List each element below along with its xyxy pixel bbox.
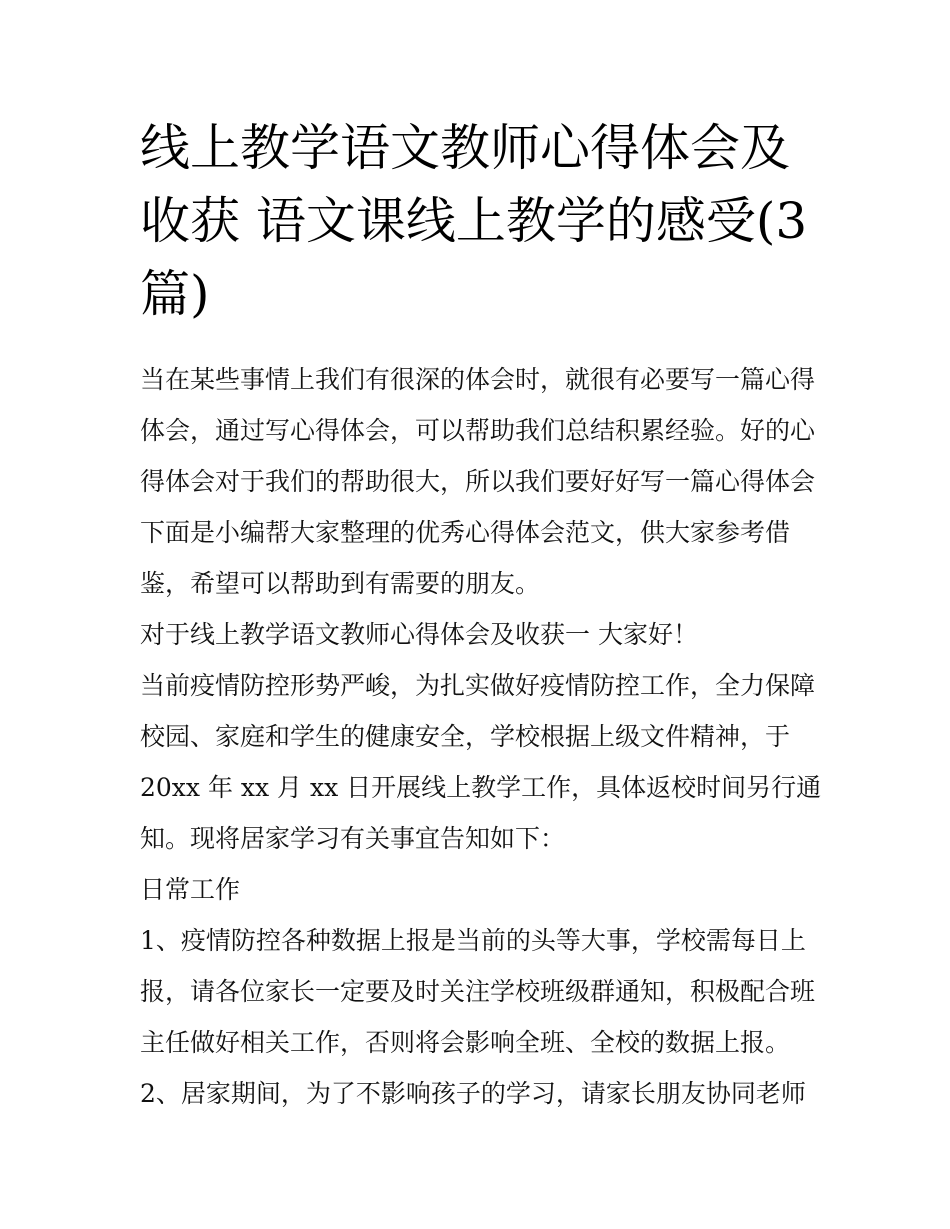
body-line: 知。现将居家学习有关事宜告知如下： bbox=[140, 824, 566, 853]
document-title bbox=[140, 112, 820, 331]
body-line: 下面是小编帮大家整理的优秀心得体会范文，供大家参考借 bbox=[140, 518, 791, 547]
list-item-line: 报，请各位家长一定要及时关注学校班级群通知，积极配合班 bbox=[140, 977, 816, 1006]
body-line: 当前疫情防控形势严峻，为扎实做好疫情防控工作，全力保障 bbox=[140, 671, 816, 700]
title-line: 收获 语文课线上教学的感受(3 bbox=[140, 192, 808, 250]
document-body bbox=[140, 354, 820, 1119]
body-line: 鉴，希望可以帮助到有需要的朋友。 bbox=[140, 569, 541, 598]
body-line: 校园、家庭和学生的健康安全，学校根据上级文件精神，于 bbox=[140, 722, 791, 751]
list-item-line: 1、疫情防控各种数据上报是当前的头等大事，学校需每日上 bbox=[140, 926, 806, 955]
title-line: 线上教学语文教师心得体会及 bbox=[140, 119, 790, 177]
section-heading: 日常工作 bbox=[140, 875, 241, 904]
list-item-line: 主任做好相关工作，否则将会影响全班、全校的数据上报。 bbox=[140, 1028, 791, 1057]
body-line: 当在某些事情上我们有很深的体会时，就很有必要写一篇心得 bbox=[140, 365, 816, 394]
body-line: 20xx 年 xx 月 xx 日开展线上教学工作，具体返校时间另行通 bbox=[140, 773, 822, 802]
greeting-line: 对于线上教学语文教师心得体会及收获一 大家好！ bbox=[140, 620, 698, 649]
list-item-line: 2、居家期间，为了不影响孩子的学习，请家长朋友协同老师 bbox=[140, 1079, 806, 1108]
title-line: 篇) bbox=[140, 265, 210, 323]
body-line: 得体会对于我们的帮助很大，所以我们要好好写一篇心得体会 bbox=[140, 467, 816, 496]
body-line: 体会，通过写心得体会，可以帮助我们总结积累经验。好的心 bbox=[140, 416, 816, 445]
